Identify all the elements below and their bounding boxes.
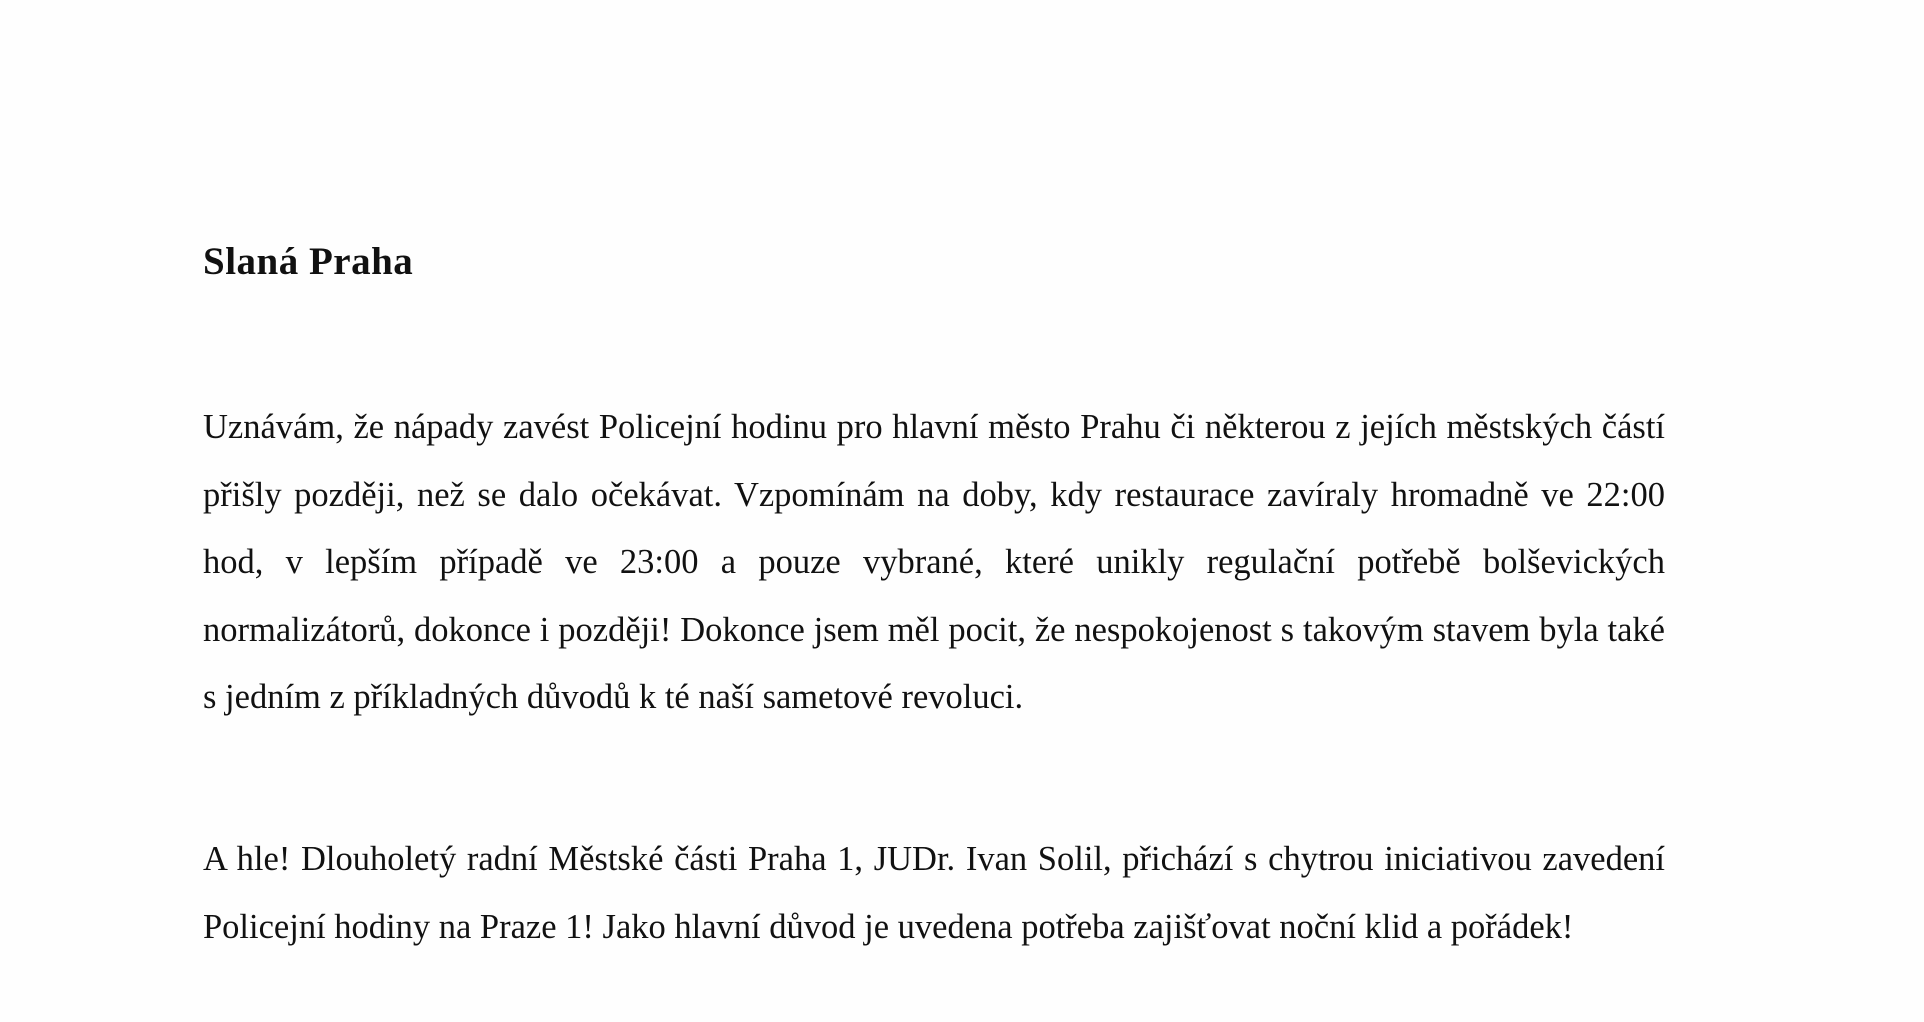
document-title: Slaná Praha — [203, 240, 414, 283]
paragraph-1: Uznávám, že nápady zavést Policejní hodinu pro hlavní město Prahu či některou z jejích městských částí přišly později, než se dalo očekávat. Vzpomínám na doby, kdy restaurace zavíraly hromadně ve 22:00 hod, v lepším případě ve 23:00 a pouze vybrané, které unikly regulační potřebě bolševických normalizátorů, dokonce i později! Dokonce jsem měl pocit, že nespokojenost s takovým stavem byla také s jedním z příkladných důvodů k té naší sametové revoluci. — [203, 408, 1665, 716]
paragraph-2: A hle! Dlouholetý radní Městské části Praha 1, JUDr. Ivan Solil, přichází s chytrou iniciativou zavedení Policejní hodiny na Praze 1! Jako hlavní důvod je uvedena potřeba zajišťovat noční klid a pořádek! — [203, 840, 1665, 946]
